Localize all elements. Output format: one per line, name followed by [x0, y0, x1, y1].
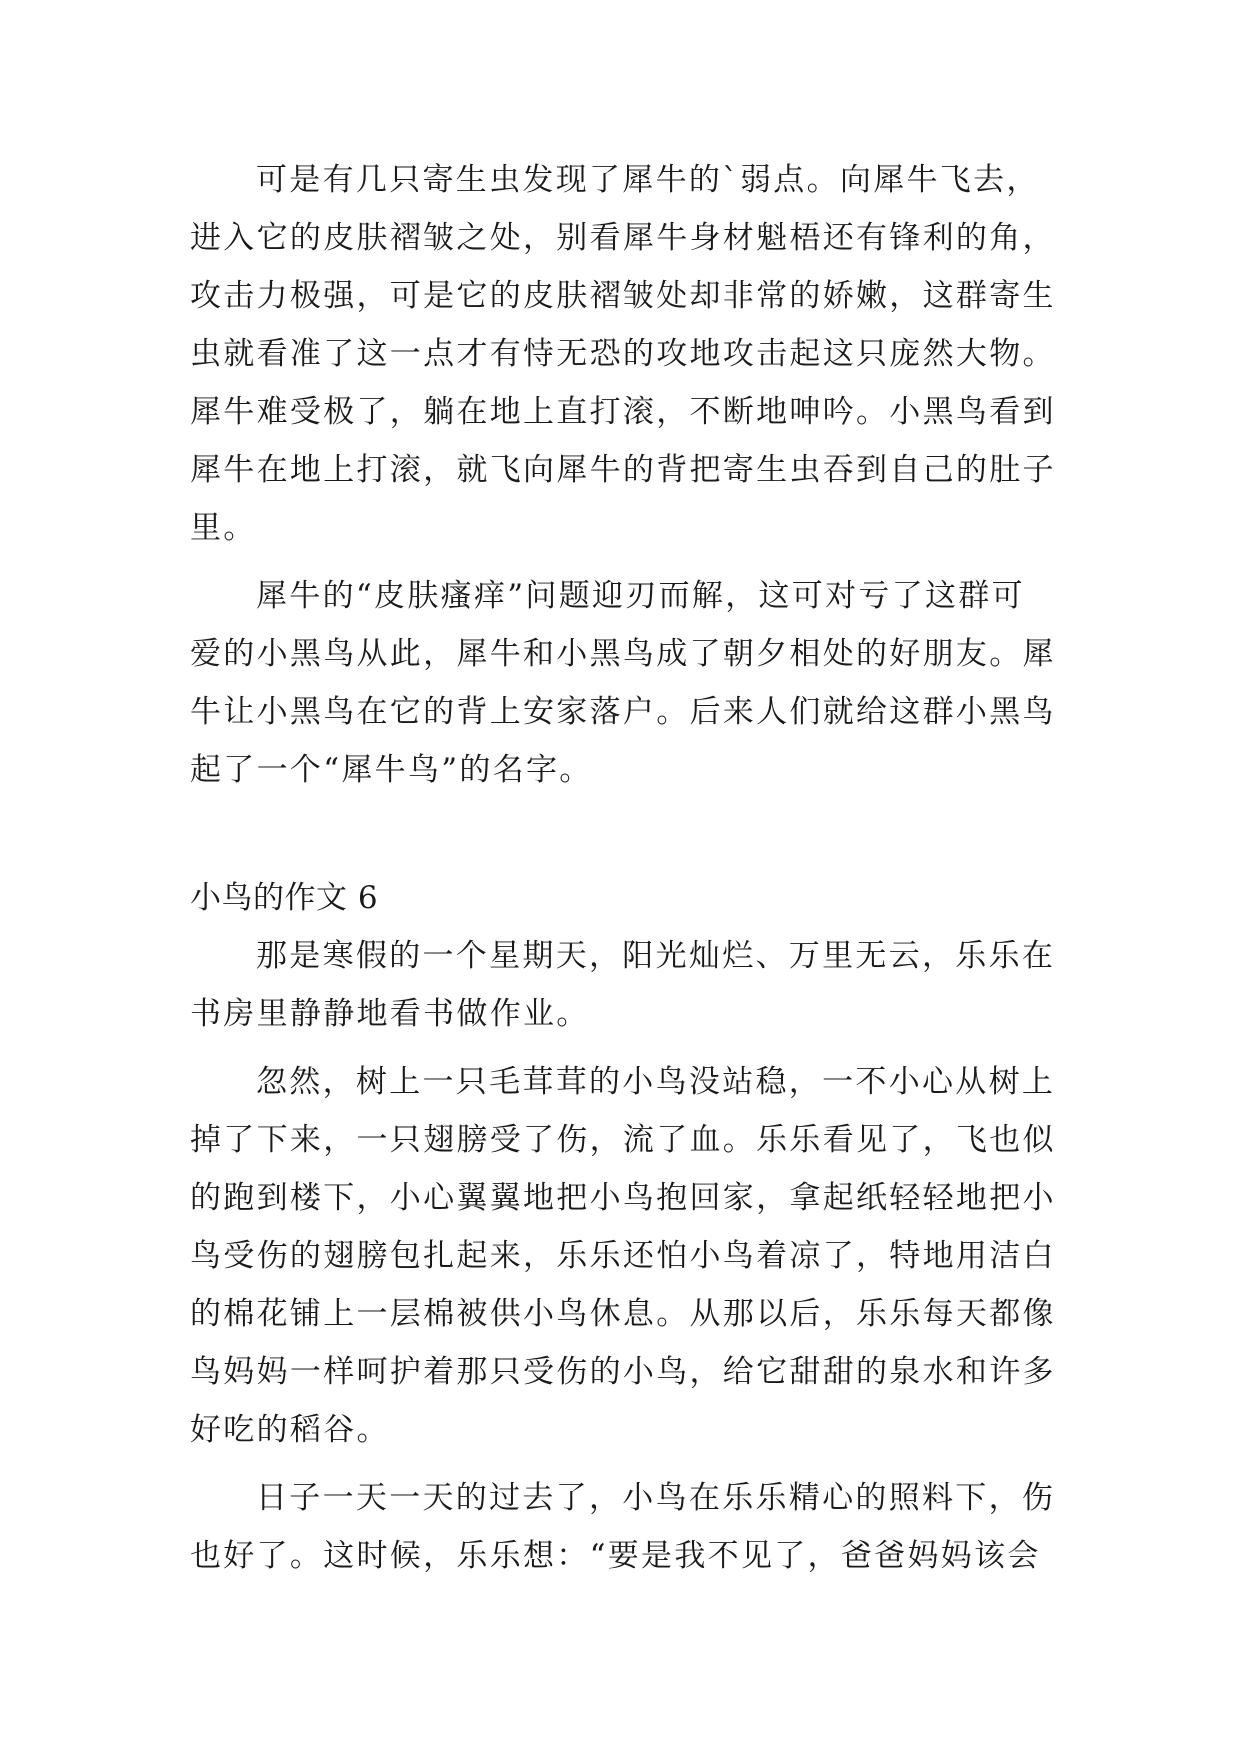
paragraph-line: 书房里静静地看书做作业。: [190, 996, 590, 1032]
paragraph-line: 里。: [190, 510, 257, 546]
paragraph-line: 忽然，树上一只毛茸茸的小鸟没站稳，一不小心从树上: [256, 1064, 1056, 1100]
paragraph-line: 犀牛在地上打滚，就飞向犀牛的背把寄生虫吞到自己的肚子: [190, 452, 1056, 488]
paragraph-line: 犀牛难受极了，躺在地上直打滚，不断地呻吟。小黑鸟看到: [190, 394, 1056, 430]
paragraph-line: 的跑到楼下，小心翼翼地把小鸟抱回家，拿起纸轻轻地把小: [190, 1180, 1056, 1216]
paragraph-line: 鸟妈妈一样呵护着那只受伤的小鸟，给它甜甜的泉水和许多: [190, 1354, 1056, 1390]
paragraph-line: 起了一个“犀牛鸟”的名字。: [190, 752, 593, 788]
paragraph-line: 虫就看准了这一点才有恃无恐的攻地攻击起这只庞然大物。: [190, 336, 1056, 372]
paragraph-line: 牛让小黑鸟在它的背上安家落户。后来人们就给这群小黑鸟: [190, 694, 1056, 730]
paragraph-line: 也好了。这时候，乐乐想：“要是我不见了，爸爸妈妈该会: [190, 1538, 1041, 1574]
paragraph-line: 的棉花铺上一层棉被供小鸟休息。从那以后，乐乐每天都像: [190, 1296, 1056, 1332]
paragraph-line: 好吃的稻谷。: [190, 1412, 390, 1448]
paragraph-line: 可是有几只寄生虫发现了犀牛的`弱点。向犀牛飞去，: [256, 162, 1040, 198]
paragraph-line: 犀牛的“皮肤瘙痒”问题迎刃而解，这可对亏了这群可: [256, 578, 1025, 614]
paragraph-line: 日子一天一天的过去了，小鸟在乐乐精心的照料下，伤: [256, 1480, 1056, 1516]
paragraph-line: 爱的小黑鸟从此，犀牛和小黑鸟成了朝夕相处的好朋友。犀: [190, 636, 1056, 672]
paragraph-line: 攻击力极强，可是它的皮肤褶皱处却非常的娇嫩，这群寄生: [190, 278, 1056, 314]
paragraph-line: 进入它的皮肤褶皱之处，别看犀牛身材魁梧还有锋利的角，: [190, 220, 1056, 256]
section-heading: 小鸟的作文 6: [190, 880, 379, 916]
paragraph-line: 那是寒假的一个星期天，阳光灿烂、万里无云，乐乐在: [256, 938, 1056, 974]
paragraph-line: 掉了下来，一只翅膀受了伤，流了血。乐乐看见了，飞也似: [190, 1122, 1056, 1158]
paragraph-line: 鸟受伤的翅膀包扎起来，乐乐还怕小鸟着凉了，特地用洁白: [190, 1238, 1056, 1274]
